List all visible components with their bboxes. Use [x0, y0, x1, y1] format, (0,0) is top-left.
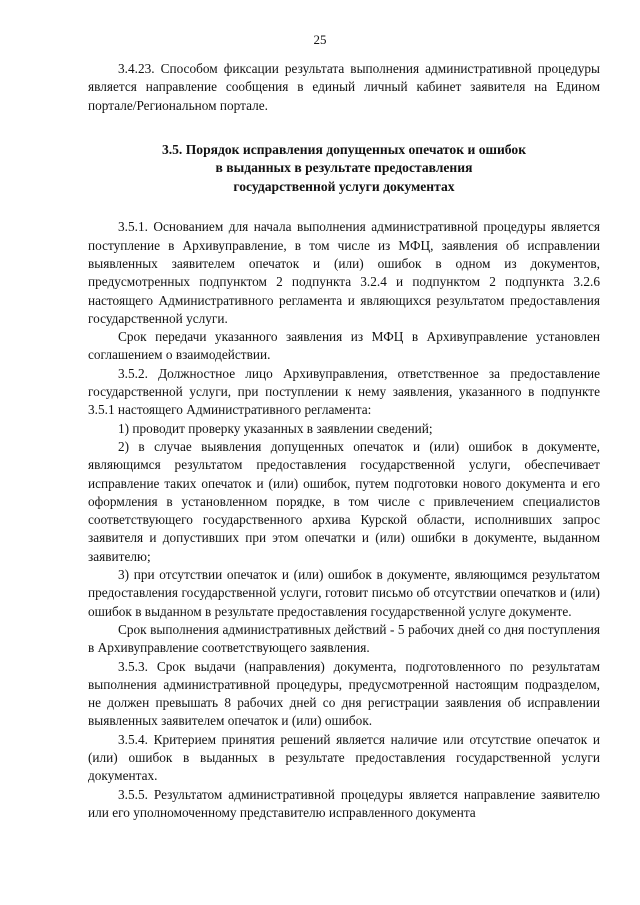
- paragraph-3-5-5: 3.5.5. Результатом административной процедуры является направление заявителю или его уполномоченному представителю исправленного документа: [88, 786, 600, 820]
- document-body: [88, 60, 600, 822]
- section-title-line-3: государственной услуги документах: [233, 178, 455, 194]
- paragraph-transfer-term: Срок передачи указанного заявления из МФЦ в Архивуправление установлен соглашением о взаимодействии.: [88, 329, 600, 363]
- paragraph-3-4-23: 3.4.23. Способом фиксации результата выполнения административной процедуры является направление сообщения в единый личный кабинет заявителя на Едином портале/Региональном портале.: [88, 61, 600, 113]
- list-item-1: 1) проводит проверку указанных в заявлении сведений;: [118, 420, 433, 436]
- section-title-line-2: в выданных в результате предоставления: [215, 160, 473, 176]
- section-title-line-1: 3.5. Порядок исправления допущенных опечаток и ошибок: [161, 141, 527, 157]
- paragraph-3-5-3: 3.5.3. Срок выдачи (направления) документа, подготовленного по результатам выполнения административной процедуры, предусмотренной настоящим подразделом, не должен превышать 8 рабочих дней со дня регистрации заявления об исправлении выявленных заявителем опечаток и (или) ошибок.: [88, 658, 600, 729]
- page-number: 25: [313, 32, 327, 47]
- list-item-3: 3) при отсутствии опечаток и (или) ошибок в документе, являющимся результатом предоставления государственной услуги, готовит письмо об отсутствии опечатков и (или) ошибок в выданном в результате предоставления государственной услуге документе.: [88, 567, 600, 619]
- paragraph-3-5-4: 3.5.4. Критерием принятия решений является наличие или отсутствие опечаток и (или) ошибок в выданных в результате предоставления государственной услуги документах.: [88, 731, 600, 784]
- paragraph-action-term: Срок выполнения административных действий - 5 рабочих дней со дня поступления в Архивуправление соответствующего заявления.: [88, 621, 600, 656]
- section-title: [88, 141, 600, 197]
- paragraph-3-5-2: 3.5.2. Должностное лицо Архивуправления, ответственное за предоставление государственной услуги, при поступлении к нему заявления, указанного в подпункте 3.5.1 настоящего Административного регламента:: [88, 365, 600, 418]
- paragraph-3-5-1: 3.5.1. Основанием для начала выполнения административной процедуры является поступление в Архивуправление, в том числе из МФЦ, заявления об исправлении выявленных заявителем опечаток и (или) ошибок в одном из документов, предусмотренных подпунктом 2 подпункта 3.2.4 и подпунктом 2 подпункта 3.2.6 настоящего Административного регламента и являющихся результатом предоставления государственной услуги.: [88, 219, 600, 326]
- list-item-2: 2) в случае выявления допущенных опечаток и (или) ошибок в документе, являющимся результатом предоставления государственной услуги, обеспечивает исправление таких опечаток и (или) ошибок, путем подготовки нового документа и его оформления в установленном порядке, в том числе с привлечением специалистов соответствующего государственного архива Курской области, исполнивших запрос заявителя и допустивших при этом опечатки и (или) ошибки в документе, выданном заявителю;: [88, 438, 600, 564]
